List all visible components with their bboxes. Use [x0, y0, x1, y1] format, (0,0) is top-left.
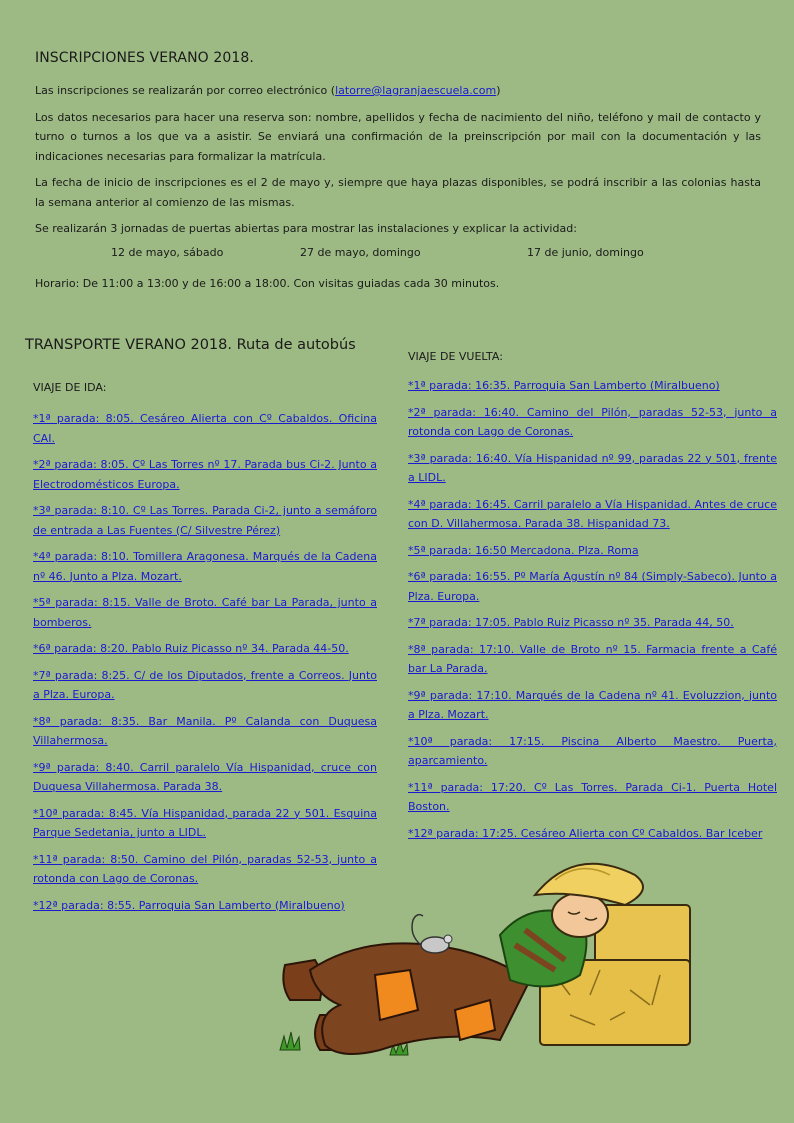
vuelta-stop-link[interactable]: *6ª parada: 16:55. Pº María Agustín nº 84 (Simply-Sabeco). Junto a Plza. Europa.: [408, 570, 777, 603]
fecha-paragraph: La fecha de inicio de inscripciones es el 2 de mayo y, siempre que haya plazas disponibles, se podrá inscribir a las colonias hasta la semana anterior al comienzo de las mismas.: [35, 176, 761, 209]
ida-stop-link[interactable]: *6ª parada: 8:20. Pablo Ruiz Picasso nº 34. Parada 44-50.: [33, 642, 349, 655]
vuelta-stop-link[interactable]: *4ª parada: 16:45. Carril paralelo a Vía Hispanidad. Antes de cruce con D. Villahermosa. Parada 38. Hispanidad 73.: [408, 497, 777, 530]
ida-stop-link[interactable]: *7ª parada: 8:25. C/ de los Diputados, frente a Correos. Junto a Plza. Europa.: [33, 668, 377, 701]
ida-stop-link[interactable]: *1ª parada: 8:05. Cesáreo Alierta con Cº Cabaldos. Oficina CAI.: [33, 412, 377, 445]
vuelta-stop-link[interactable]: *10ª parada: 17:15. Piscina Alberto Maestro. Puerta, aparcamiento.: [408, 734, 777, 767]
viaje-vuelta-column: [408, 349, 777, 850]
viaje-ida-list: [33, 409, 377, 915]
ida-stop-link[interactable]: *12ª parada: 8:55. Parroquia San Lamberto (Miralbueno): [33, 898, 345, 912]
viaje-vuelta-label: VIAJE DE VUELTA:: [408, 350, 503, 363]
transporte-title: TRANSPORTE VERANO 2018. Ruta de autobús: [25, 337, 356, 353]
viaje-ida-column: [33, 380, 377, 922]
ida-stop-link[interactable]: *8ª parada: 8:35. Bar Manila. Pº Calanda con Duquesa Villahermosa.: [33, 714, 377, 747]
puertas-abiertas-paragraph: Se realizarán 3 jornadas de puertas abiertas para mostrar las instalaciones y explicar la actividad:: [35, 222, 577, 235]
ida-stop-link[interactable]: *11ª parada: 8:50. Camino del Pilón, paradas 52-53, junto a rotonda con Lago de Coronas.: [33, 852, 377, 885]
open-days-dates: [35, 246, 761, 265]
vuelta-stop-link[interactable]: *12ª parada: 17:25. Cesáreo Alierta con Cº Cabaldos. Bar Iceber: [408, 826, 763, 840]
ida-stop-link[interactable]: *3ª parada: 8:10. Cº Las Torres. Parada Ci-2, junto a semáforo de entrada a Las Fuentes (C/ Silvestre Pérez): [33, 504, 377, 537]
ida-stop-link[interactable]: *9ª parada: 8:40. Carril paralelo Vía Hispanidad, cruce con Duquesa Villahermosa. Parada 38.: [33, 760, 377, 793]
ida-stop-link[interactable]: *5ª parada: 8:15. Valle de Broto. Café bar La Parada, junto a bomberos.: [33, 596, 377, 629]
datos-paragraph: Los datos necesarios para hacer una reserva son: nombre, apellidos y fecha de nacimiento del niño, teléfono y mail de contacto y turno o turnos a los que va a asistir. Se enviará una confirmación de la preinscripción por mail con la documentación y las indicaciones necesarias para formalizar la matrícula.: [35, 110, 761, 163]
inscripciones-title: INSCRIPCIONES VERANO 2018.: [35, 50, 254, 66]
viaje-ida-label: VIAJE DE IDA:: [33, 381, 107, 394]
ida-stop-link[interactable]: *10ª parada: 8:45. Vía Hispanidad, parada 22 y 501. Esquina Parque Sedetania, junto a LIDL.: [33, 806, 377, 839]
open-day-1: 12 de mayo, sábado: [111, 245, 224, 259]
vuelta-stop-link[interactable]: *8ª parada: 17:10. Valle de Broto nº 15. Farmacia frente a Café bar La Parada.: [408, 642, 777, 675]
email-close: ): [496, 84, 501, 97]
open-day-3: 17 de junio, domingo: [527, 245, 644, 259]
sleeping-farmer-illustration: [270, 850, 710, 1065]
email-link[interactable]: latorre@lagranjaescuela.com: [335, 84, 497, 97]
vuelta-stop-link[interactable]: *1ª parada: 16:35. Parroquia San Lamberto (Miralbueno): [408, 379, 720, 392]
inscripciones-section: [35, 50, 761, 300]
open-day-2: 27 de mayo, domingo: [300, 245, 421, 259]
vuelta-stop-link[interactable]: *11ª parada: 17:20. Cº Las Torres. Parada Ci-1. Puerta Hotel Boston.: [408, 780, 777, 813]
inscripciones-email-paragraph: [35, 81, 761, 101]
vuelta-stop-link[interactable]: *5ª parada: 16:50 Mercadona. Plza. Roma: [408, 543, 639, 557]
ida-stop-link[interactable]: *2ª parada: 8:05. Cº Las Torres nº 17. Parada bus Ci-2. Junto a Electrodomésticos Europa.: [33, 458, 377, 491]
vuelta-stop-link[interactable]: *2ª parada: 16:40. Camino del Pilón, paradas 52-53, junto a rotonda con Lago de Coronas.: [408, 405, 777, 438]
vuelta-stop-link[interactable]: *7ª parada: 17:05. Pablo Ruiz Picasso nº 35. Parada 44, 50.: [408, 616, 734, 629]
vuelta-stop-link[interactable]: *3ª parada: 16:40. Vía Hispanidad nº 99, paradas 22 y 501, frente a LIDL.: [408, 451, 777, 484]
ida-stop-link[interactable]: *4ª parada: 8:10. Tomillera Aragonesa. Marqués de la Cadena nº 46. Junto a Plza. Mozart.: [33, 550, 377, 583]
viaje-vuelta-list: [408, 376, 777, 843]
email-intro: Las inscripciones se realizarán por correo electrónico (: [35, 84, 336, 97]
horario-paragraph: Horario: De 11:00 a 13:00 y de 16:00 a 18:00. Con visitas guiadas cada 30 minutos.: [35, 276, 500, 290]
vuelta-stop-link[interactable]: *9ª parada: 17:10. Marqués de la Cadena nº 41. Evoluzzion, junto a Plza. Mozart.: [408, 688, 777, 721]
